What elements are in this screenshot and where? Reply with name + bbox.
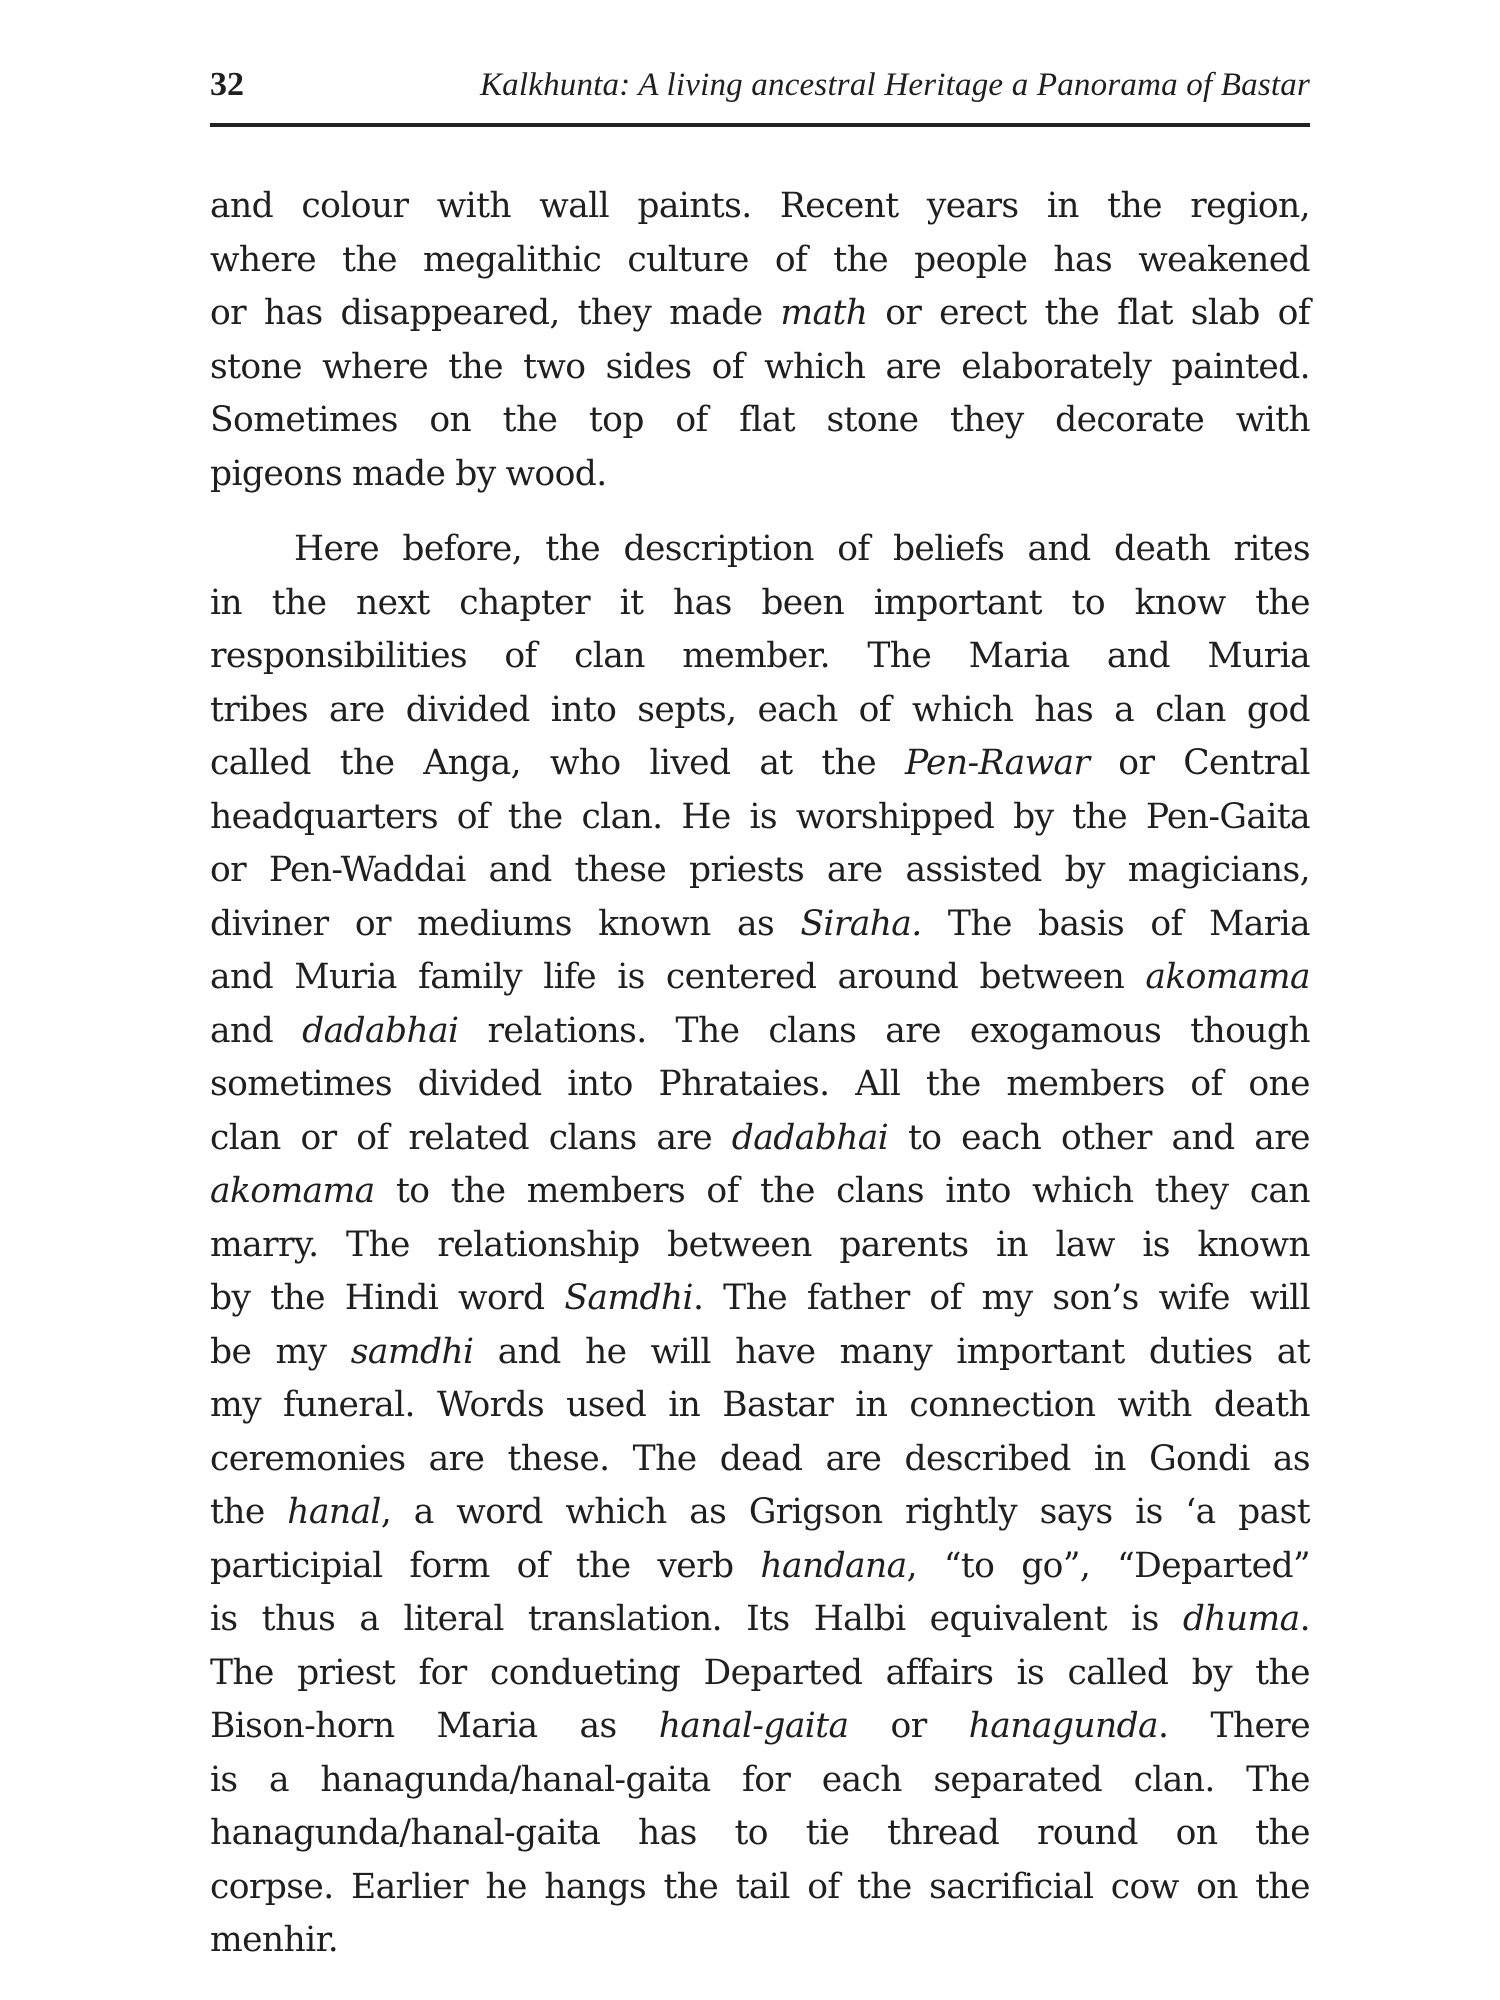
- text-run: where the megalithic culture of the people has weakened: [210, 239, 1310, 280]
- running-header: [210, 60, 1310, 110]
- text-run: headquarters of the clan. He is worshipped by the Pen-Gaita: [210, 796, 1310, 837]
- text-run: corpse. Earlier he hangs the tail of the sacrificial cow on the: [210, 1866, 1310, 1907]
- italic-term: akomama: [210, 1171, 375, 1211]
- text-run: , a word which as Grigson rightly says is ‘a past: [380, 1492, 1310, 1532]
- text-run: The basis of Maria: [921, 903, 1310, 944]
- text-run: or erect the flat slab of: [867, 293, 1310, 333]
- text-run: tribes are divided into septs, each of which has a clan god: [210, 689, 1310, 730]
- page-number: 32: [210, 66, 244, 103]
- italic-term: Siraha.: [800, 903, 922, 944]
- text-run: and: [210, 1010, 303, 1051]
- text-run: menhir.: [210, 1920, 339, 1960]
- text-line: [210, 1433, 1310, 1487]
- text-run: hanagunda/hanal-gaita has to tie thread round on the: [210, 1813, 1310, 1853]
- text-run: or Central: [1089, 743, 1310, 783]
- paragraph-2: [210, 523, 1310, 1968]
- text-run: pigeons made by wood.: [210, 453, 607, 494]
- text-line: [210, 1005, 1310, 1059]
- text-run: Here before, the description of beliefs and death rites: [294, 529, 1310, 569]
- text-run: or: [848, 1706, 969, 1746]
- text-run: .: [1299, 1599, 1310, 1639]
- text-line: [210, 1647, 1310, 1701]
- header-rule: [210, 123, 1310, 127]
- text-run: . The father of my son’s wife will: [692, 1278, 1311, 1318]
- text-line: [210, 523, 1310, 577]
- text-line: [210, 1861, 1310, 1915]
- text-line: [210, 448, 1310, 502]
- text-run: be my: [210, 1331, 351, 1372]
- text-run: Bison-horn Maria as: [210, 1706, 659, 1746]
- text-run: , “to go”, “Departed”: [906, 1545, 1310, 1586]
- text-run: clan or of related clans are: [210, 1117, 732, 1158]
- italic-term: dadabhai: [731, 1117, 889, 1158]
- text-line: [210, 1112, 1310, 1166]
- text-run: ceremonies are these. The dead are described in Gondi as: [210, 1438, 1310, 1479]
- text-run: marry. The relationship between parents in law is known: [210, 1224, 1310, 1265]
- text-line: [210, 951, 1310, 1005]
- text-line: [210, 630, 1310, 684]
- italic-term: samdhi: [350, 1331, 474, 1372]
- italic-term: Samdhi: [564, 1278, 693, 1318]
- text-run: to the members of the clans into which they can: [374, 1171, 1310, 1211]
- text-line: [210, 684, 1310, 738]
- text-run: sometimes divided into Phrataies. All the members of one: [210, 1064, 1310, 1104]
- text-line: [210, 1486, 1310, 1540]
- text-run: . There: [1158, 1706, 1311, 1746]
- text-run: called the Anga, who lived at the: [210, 743, 905, 783]
- text-line: [210, 1165, 1310, 1219]
- text-line: [210, 1700, 1310, 1754]
- text-line: [210, 1219, 1310, 1273]
- paragraph-1: [210, 180, 1310, 501]
- text-line: [210, 1379, 1310, 1433]
- text-run: is a hanagunda/hanal-gaita for each separated clan. The: [210, 1759, 1310, 1800]
- text-run: relations. The clans are exogamous though: [458, 1010, 1310, 1051]
- text-line: [210, 1754, 1310, 1808]
- text-line: [210, 577, 1310, 631]
- text-line: [210, 1593, 1310, 1647]
- text-line: [210, 1540, 1310, 1594]
- text-line: [210, 1272, 1310, 1326]
- body-text: [210, 180, 1310, 1968]
- text-run: the: [210, 1492, 288, 1532]
- text-line: [210, 394, 1310, 448]
- italic-term: dadabhai: [302, 1010, 459, 1051]
- text-line: [210, 737, 1310, 791]
- text-line: [210, 287, 1310, 341]
- text-line: [210, 1914, 1310, 1968]
- text-run: in the next chapter it has been important to know the: [210, 582, 1310, 623]
- italic-term: math: [780, 293, 868, 333]
- text-line: [210, 1058, 1310, 1112]
- text-run: Sometimes on the top of flat stone they decorate with: [210, 400, 1310, 440]
- text-run: The priest for condueting Departed affairs is called by the: [210, 1652, 1310, 1693]
- italic-term: akomama: [1145, 957, 1310, 997]
- text-run: participial form of the verb: [210, 1545, 761, 1586]
- text-line: [210, 234, 1310, 288]
- text-line: [210, 791, 1310, 845]
- text-run: my funeral. Words used in Bastar in connection with death: [210, 1385, 1310, 1425]
- italic-term: hanal-gaita: [658, 1706, 849, 1746]
- text-run: is thus a literal translation. Its Halbi equivalent is: [210, 1599, 1183, 1639]
- book-page: [210, 0, 1310, 2000]
- text-run: and colour with wall paints. Recent years in the region,: [210, 186, 1310, 226]
- italic-term: hanagunda: [968, 1706, 1159, 1746]
- running-title: Kalkhunta: A living ancestral Heritage a Panorama of Bastar: [479, 67, 1310, 103]
- text-run: stone where the two sides of which are elaborately painted.: [210, 346, 1310, 387]
- text-run: or has disappeared, they made: [210, 293, 781, 333]
- text-line: [210, 180, 1310, 234]
- text-line: [210, 341, 1310, 395]
- italic-term: Pen-Rawar: [904, 743, 1090, 783]
- text-line: [210, 1807, 1310, 1861]
- text-line: [210, 844, 1310, 898]
- text-run: or Pen-Waddai and these priests are assisted by magicians,: [210, 850, 1310, 890]
- italic-term: dhuma: [1182, 1599, 1300, 1639]
- text-run: diviner or mediums known as: [210, 903, 801, 944]
- text-run: by the Hindi word: [210, 1278, 565, 1318]
- text-run: to each other and are: [888, 1117, 1310, 1158]
- text-run: and he will have many important duties at: [473, 1331, 1311, 1372]
- text-run: responsibilities of clan member. The Maria and Muria: [210, 636, 1310, 676]
- text-run: and Muria family life is centered around between: [210, 957, 1146, 997]
- italic-term: handana: [760, 1545, 907, 1586]
- italic-term: hanal: [287, 1492, 381, 1532]
- text-line: [210, 898, 1310, 952]
- text-line: [210, 1326, 1310, 1380]
